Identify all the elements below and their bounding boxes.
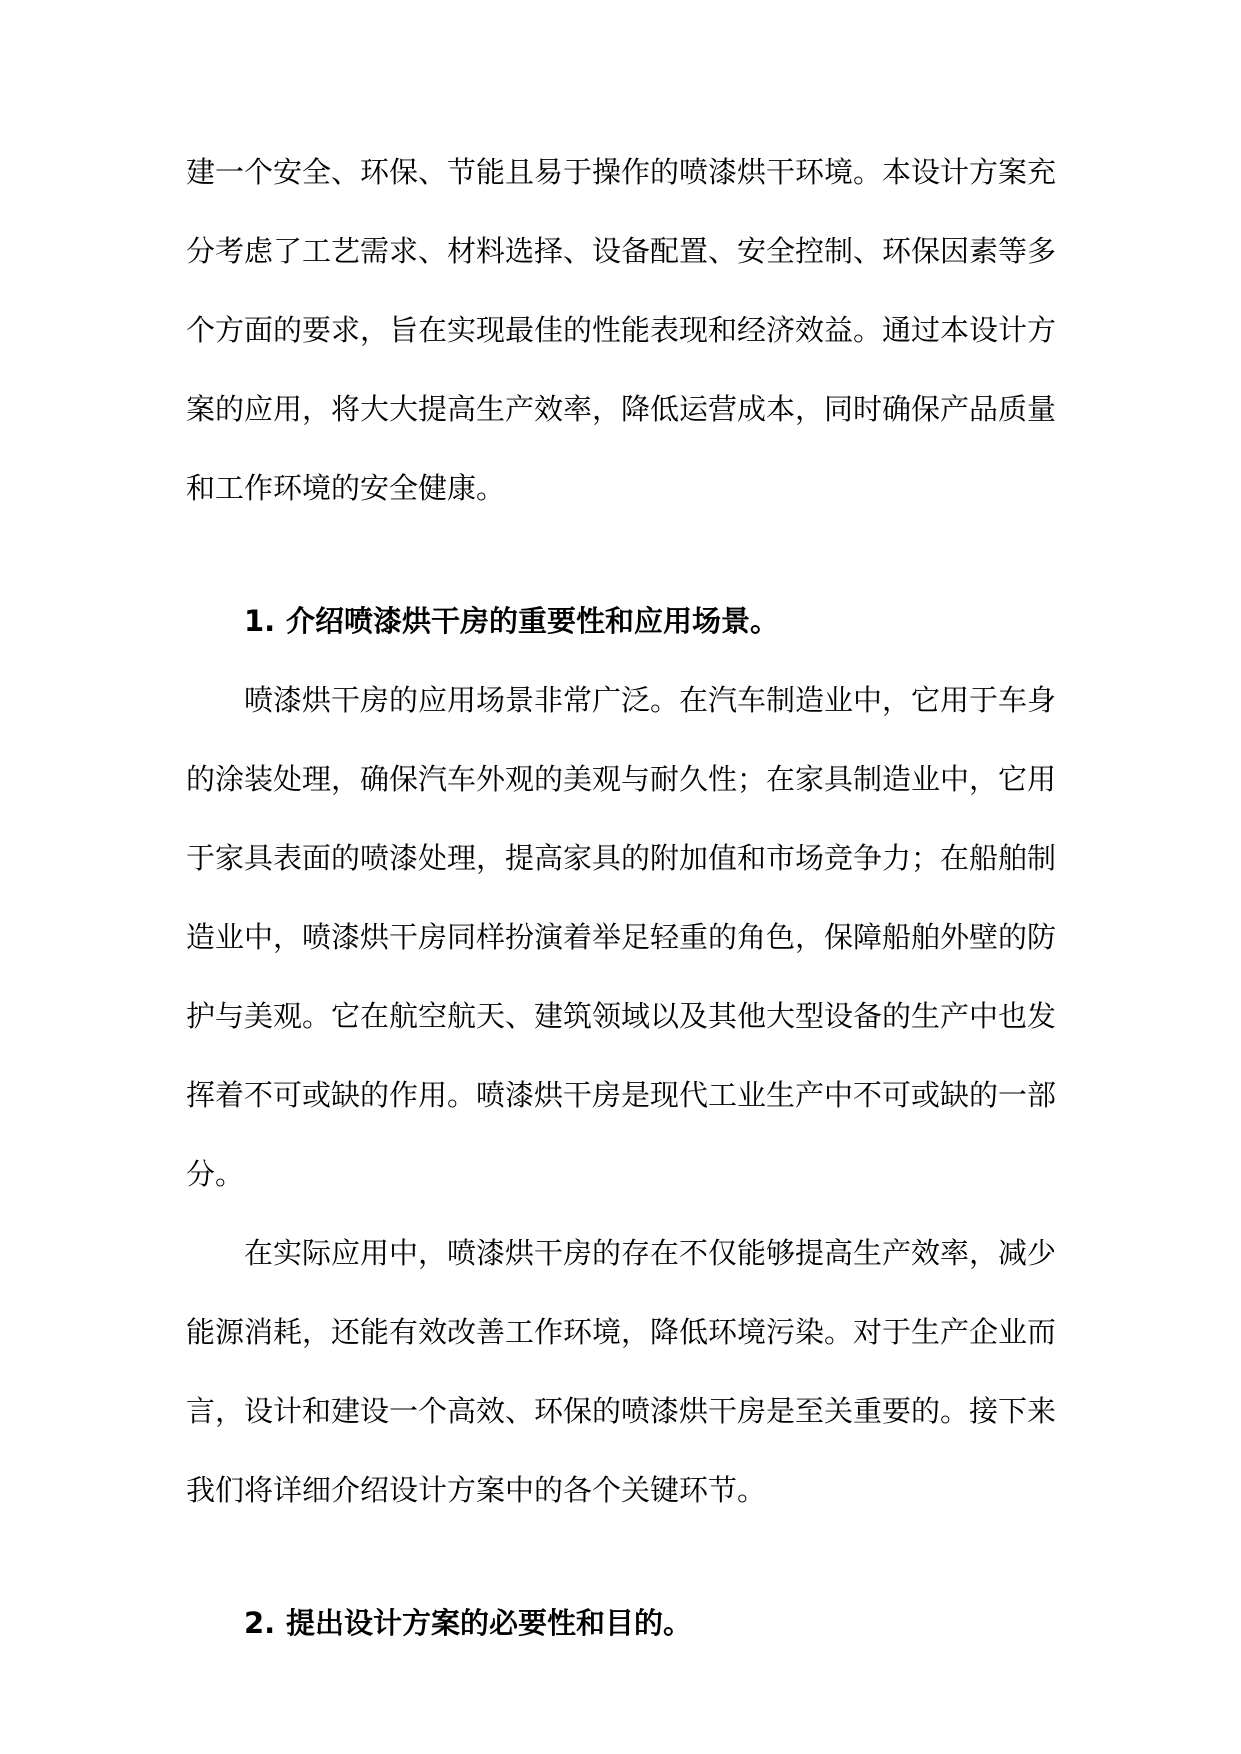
- section-1-paragraph-2: [186, 1214, 1056, 1530]
- text-line: 的涂装处理，确保汽车外观的美观与耐久性；在家具制造业中，它用: [186, 762, 1056, 796]
- section-1-heading: [186, 582, 1056, 661]
- document-page: [186, 133, 1056, 1663]
- section-number: 2.: [244, 1606, 276, 1640]
- text-line: 护与美观。它在航空航天、建筑领域以及其他大型设备的生产中也发: [186, 999, 1056, 1033]
- text-line: 于家具表面的喷漆处理，提高家具的附加值和市场竞争力；在船舶制: [186, 841, 1056, 875]
- text-line: 在实际应用中，喷漆烘干房的存在不仅能够提高生产效率，减少: [244, 1236, 1056, 1270]
- text-line: 造业中，喷漆烘干房同样扮演着举足轻重的角色，保障船舶外壁的防: [186, 920, 1056, 954]
- section-2-heading: [186, 1584, 1056, 1663]
- section-title: 介绍喷漆烘干房的重要性和应用场景。: [286, 604, 780, 638]
- section-number: 1.: [244, 604, 276, 638]
- text-line: 言，设计和建设一个高效、环保的喷漆烘干房是至关重要的。接下来: [186, 1394, 1056, 1428]
- text-line: 我们将详细介绍设计方案中的各个关键环节。: [186, 1473, 767, 1507]
- section-title: 提出设计方案的必要性和目的。: [286, 1606, 693, 1640]
- text-line: 分。: [186, 1157, 245, 1191]
- text-line: 个方面的要求，旨在实现最佳的性能表现和经济效益。通过本设计方: [186, 313, 1056, 347]
- text-line: 喷漆烘干房的应用场景非常广泛。在汽车制造业中，它用于车身: [244, 683, 1056, 717]
- text-line: 案的应用，将大大提高生产效率，降低运营成本，同时确保产品质量: [186, 392, 1056, 426]
- intro-paragraph: [186, 133, 1056, 528]
- text-line: 分考虑了工艺需求、材料选择、设备配置、安全控制、环保因素等多: [186, 234, 1056, 268]
- section-spacer: [186, 1530, 1056, 1584]
- text-line: 能源消耗，还能有效改善工作环境，降低环境污染。对于生产企业而: [186, 1315, 1056, 1349]
- text-line: 建一个安全、环保、节能且易于操作的喷漆烘干环境。本设计方案充: [186, 155, 1056, 189]
- section-1-paragraph-1: [186, 661, 1056, 1214]
- section-spacer: [186, 528, 1056, 582]
- text-line: 挥着不可或缺的作用。喷漆烘干房是现代工业生产中不可或缺的一部: [186, 1078, 1056, 1112]
- text-line: 和工作环境的安全健康。: [186, 471, 506, 505]
